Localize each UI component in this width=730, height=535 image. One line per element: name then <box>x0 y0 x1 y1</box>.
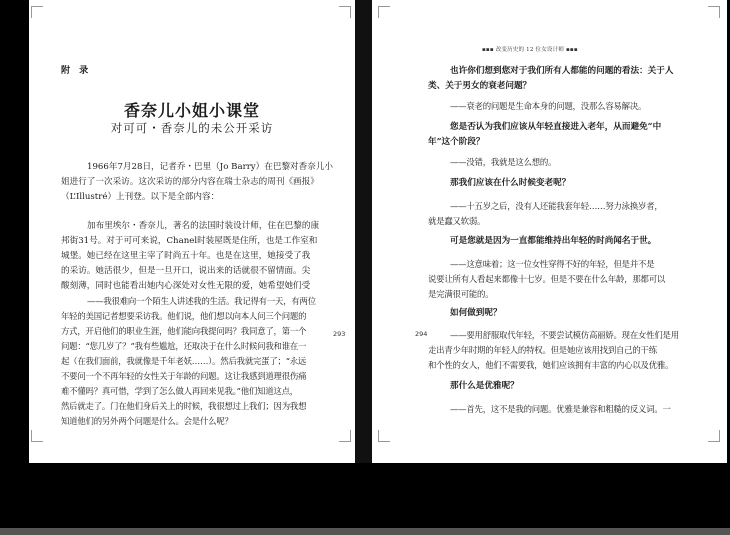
quote-line: 年轻的美国记者想要采访我。他们说，他们想以向本人问三个问题的 <box>61 311 307 321</box>
crop-mark <box>31 6 43 18</box>
crop-mark <box>708 430 720 442</box>
book-gutter <box>355 0 372 463</box>
page-number: 293 <box>333 330 346 338</box>
left-page <box>29 0 355 463</box>
crop-mark <box>378 430 390 442</box>
question-line: 年”这个阶段？ <box>428 137 485 147</box>
answer-line: 说要让所有人看起来都像十七岁。但是不要在什么年龄，那都可以 <box>428 274 666 284</box>
chapter-title: 香奈儿小姐小课堂 <box>123 101 260 120</box>
body-line: 加布里埃尔・香奈儿，著名的法国时装设计师，住在巴黎的康 <box>87 221 320 231</box>
body-line: 城堡。她已经在这里主宰了时尚五十年。也是在这里，她接受了我 <box>61 251 311 261</box>
quote-line: 问题：“您几岁了？”我有些尴尬，还取决于在什么时候问我和谁在一 <box>61 341 307 351</box>
crop-mark <box>339 6 351 18</box>
answer-line: ——要用舒服取代年轻，不要尝试模仿高丽娇。现在女性们是用 <box>450 330 679 340</box>
answer-line: ——首先，这不是我的问题。优雅是兼容和粗糙的反义词。一 <box>450 404 671 414</box>
body-line: （L’Illustré）上刊登。以下是全部内容： <box>61 192 220 202</box>
section-label: 附 录 <box>61 66 92 76</box>
answer-line: ——没错，我就是这么想的。 <box>450 157 557 167</box>
question-line: 您是否认为我们应该从年轻直接进入老年，从而避免“中 <box>450 122 662 132</box>
question-line: 那什么是优雅呢？ <box>450 381 519 391</box>
crop-mark <box>708 6 720 18</box>
quote-line: ——我很难向一个陌生人讲述我的生活。我记得有一天，有两位 <box>87 296 316 306</box>
crop-mark <box>339 430 351 442</box>
running-header: ▪▪▪ 改变历史的 12 位女设计师 ▪▪▪ <box>482 47 578 53</box>
quote-line: 然后就走了。门在他们身后关上的时候，我很想过上我们；因为我想 <box>61 401 307 411</box>
question-line: 可是您就是因为一直都能维持出年轻的时尚闻名于世。 <box>450 236 657 246</box>
question-line: 如何做到呢？ <box>450 308 502 318</box>
answer-line: 就是蠢又软弱。 <box>428 216 486 226</box>
body-line: 邦街31号。对于可可来说，Chanel时装屋既是住所，也是工作室和 <box>61 236 318 246</box>
answer-line: ——这意味着；这一位女性穿得不好的年轻，但是并不是 <box>450 259 655 269</box>
answer-line: ——十五岁之后，没有人还能我套年轻……努力泳换岁者， <box>450 201 663 211</box>
answer-line: 和个性的女人，他们不需要我，她们应该拥有丰富的内心以及优雅。 <box>428 360 674 370</box>
right-page <box>372 0 727 463</box>
body-line: 的采访。她活很少，但是一旦开口，说出来的话就很不留情面。尖 <box>61 266 311 276</box>
quote-line: 不要问一个不再年轻的女性关于年龄的问题。这让我感到道理很伤痛 <box>61 371 307 381</box>
question-line: 类、关于男女的衰老问题？ <box>428 81 532 91</box>
crop-mark <box>378 6 390 18</box>
bottom-edge <box>0 528 730 535</box>
crop-mark <box>31 430 43 442</box>
quote-line: 方式，开启他们的职业生涯，他们能向我提问吗？我同意了，第一个 <box>61 326 307 336</box>
answer-line: ——衰老的问题是生命本身的问题，没那么容易解决。 <box>450 101 647 111</box>
quote-line: 知道他们的另外两个问题是什么。会是什么呢？ <box>61 416 233 426</box>
running-header-text: 改变历史的 12 位女设计师 <box>495 47 565 53</box>
answer-line: 是完满很可能的。 <box>428 289 494 299</box>
question-line: 那我们应该在什么时候变老呢？ <box>450 178 571 188</box>
body-line: 酸刻薄，同时也能看出她内心深处对女性无限的爱，她希望她们受 <box>61 281 311 291</box>
answer-line: 走出青少年时期的年轻人的特权。但是她应该用找到自己的干练 <box>428 345 657 355</box>
body-line: 1966年7月28日，记者乔・巴里（Jo Barry）在巴黎对香奈儿小 <box>87 162 334 172</box>
background-strip <box>0 463 730 535</box>
question-line: 也许你们想到您对于我们所有人都能的问题的看法：关于人 <box>450 66 674 76</box>
quote-line: 难不懂吗？真可惜，学到了怎么做人再回来见我。”他们知道这点， <box>61 386 298 396</box>
chapter-subtitle: 对可可・香奈儿的未公开采访 <box>110 121 274 135</box>
page-number: 294 <box>415 330 428 338</box>
body-line: 姐进行了一次采访。这次采访的部分内容在瑞士杂志的周刊《画报》 <box>61 177 319 187</box>
quote-line: 起（在我们面前，我就像是千年老妖……）。然后我就完蛋了；“永远 <box>61 356 307 366</box>
